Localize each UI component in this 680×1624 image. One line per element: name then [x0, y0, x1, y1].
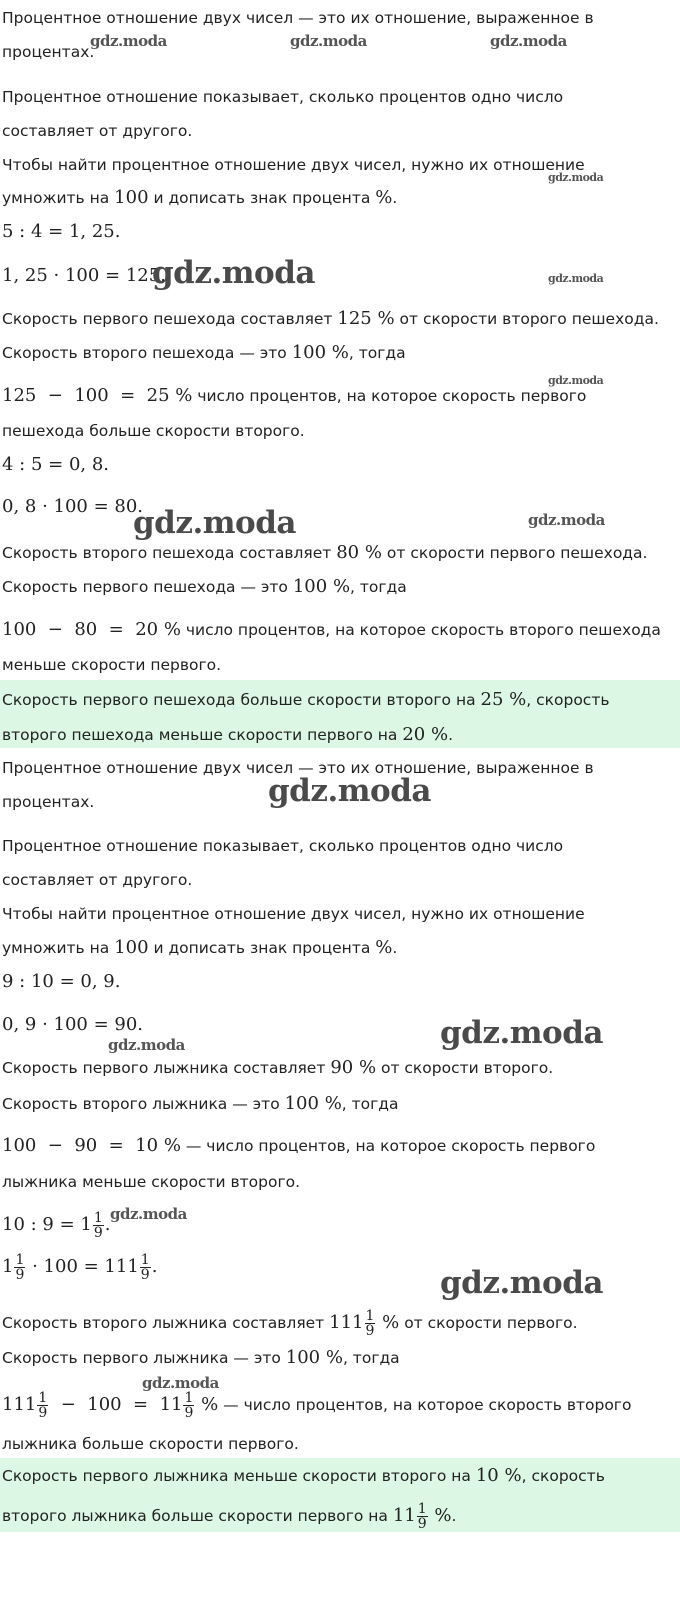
watermark: gdz.moda	[290, 32, 367, 50]
math-line: 0, 8 · 100 = 80.	[2, 496, 144, 517]
fraction: $\frac{1}{9}$	[365, 1308, 375, 1339]
fraction: $\frac{1}{9}$	[140, 1251, 150, 1283]
text-line: 100 − 90 = 10 % — число процентов, на которое скорость первого	[2, 1135, 596, 1156]
watermark: gdz.moda	[440, 1015, 603, 1051]
text-line: Скорость первого пешехода составляет 125 % от скорости второго пешехода.	[2, 308, 659, 329]
watermark: gdz.moda	[440, 1265, 603, 1301]
text-line: процентах.	[2, 793, 95, 811]
text-line: Чтобы найти процентное отношение двух чисел, нужно их отношение	[2, 905, 585, 923]
watermark: gdz.moda	[90, 32, 167, 50]
conclusion-line: второго пешехода меньше скорости первого на 20 %.	[2, 724, 454, 745]
watermark: gdz.moda	[548, 374, 604, 387]
math-line: 10 : 9 = 1 $\frac{1}{9}$ .	[2, 1209, 111, 1241]
math-line: 0, 9 · 100 = 90.	[2, 1014, 144, 1035]
fraction: $\frac{1}{9}$	[15, 1251, 25, 1283]
watermark: gdz.moda	[133, 505, 296, 541]
text-line: пешехода больше скорости второго.	[2, 422, 305, 440]
text-line: составляет от другого.	[2, 871, 193, 889]
fraction: $\frac{1}{9}$	[184, 1390, 194, 1421]
text-line: Скорость второго лыжника — это 100 %, тогда	[2, 1093, 399, 1114]
text-line: процентах.	[2, 43, 95, 61]
watermark: gdz.moda	[142, 1374, 219, 1392]
text-line: лыжника меньше скорости второго.	[2, 1173, 301, 1191]
text-line: 125 − 100 = 25 % число процентов, на которое скорость первого	[2, 385, 587, 406]
watermark: gdz.moda	[268, 773, 431, 809]
text-line: составляет от другого.	[2, 122, 193, 140]
math-line: 1 $\frac{1}{9}$ · 100 = 111 $\frac{1}{9}$ .	[2, 1251, 158, 1283]
math-line: 9 : 10 = 0, 9.	[2, 971, 121, 992]
text-line: Скорость второго пешехода — это 100 %, тогда	[2, 342, 406, 363]
fraction: $\frac{1}{9}$	[417, 1501, 427, 1532]
text-line: Чтобы найти процентное отношение двух чисел, нужно их отношение	[2, 156, 585, 174]
text-line: Скорость второго лыжника составляет 111 $\frac{1}{9}$ % от скорости первого.	[2, 1308, 578, 1339]
text-line: Скорость первого лыжника — это 100 %, тогда	[2, 1347, 400, 1368]
math-line: 5 : 4 = 1, 25.	[2, 221, 121, 242]
conclusion-line: Скорость первого лыжника меньше скорости второго на 10 %, скорость	[2, 1465, 605, 1486]
watermark: gdz.moda	[110, 1205, 187, 1223]
conclusion-line: Скорость первого пешехода больше скорости второго на 25 %, скорость	[2, 689, 610, 710]
text-line: лыжника больше скорости первого.	[2, 1435, 299, 1453]
text-line: 111 $\frac{1}{9}$ − 100 = 11 $\frac{1}{9}$ % — число процентов, на которое скорость второго	[2, 1390, 632, 1421]
watermark: gdz.moda	[152, 255, 315, 291]
text-line: умножить на 100 и дописать знак процента %.	[2, 937, 398, 958]
text-line: Процентное отношение показывает, сколько процентов одно число	[2, 88, 564, 106]
text-line: 100 − 80 = 20 % число процентов, на которое скорость второго пешехода	[2, 619, 661, 640]
fraction: $\frac{1}{9}$	[38, 1390, 48, 1421]
watermark: gdz.moda	[548, 272, 604, 285]
text-line: меньше скорости первого.	[2, 656, 222, 674]
text-line: умножить на 100 и дописать знак процента %.	[2, 187, 398, 208]
text-line: Скорость второго пешехода составляет 80 % от скорости первого пешехода.	[2, 542, 648, 563]
watermark: gdz.moda	[528, 511, 605, 529]
math-line: 1, 25 · 100 = 125.	[2, 265, 166, 286]
watermark: gdz.moda	[548, 171, 604, 184]
text-line: Скорость первого лыжника составляет 90 % от скорости второго.	[2, 1057, 554, 1078]
watermark: gdz.moda	[490, 32, 567, 50]
watermark: gdz.moda	[108, 1036, 185, 1054]
conclusion-line: второго лыжника больше скорости первого на 11 $\frac{1}{9}$ %.	[2, 1501, 457, 1532]
text-line: Процентное отношение двух чисел — это их отношение, выраженное в	[2, 759, 594, 777]
text-line: Процентное отношение двух чисел — это их отношение, выраженное в	[2, 9, 594, 27]
text-line: Скорость первого пешехода — это 100 %, тогда	[2, 576, 407, 597]
math-line: 4 : 5 = 0, 8.	[2, 454, 110, 475]
text-line: Процентное отношение показывает, сколько процентов одно число	[2, 837, 564, 855]
fraction: $\frac{1}{9}$	[93, 1209, 103, 1241]
